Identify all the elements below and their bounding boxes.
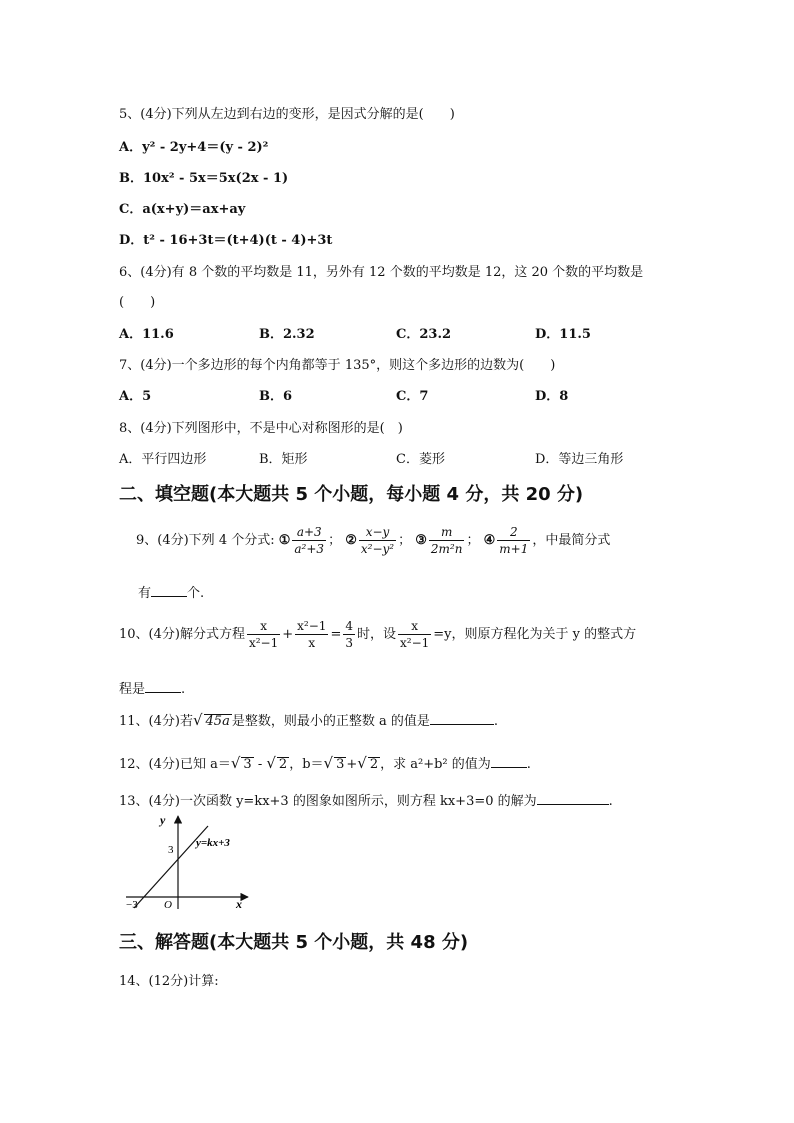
q9-separator: ； [398, 533, 412, 548]
q8-option-c: C．菱形 [396, 452, 445, 467]
q10-f1-numerator: x [247, 618, 280, 635]
q14-stem: 14、(12分)计算: [119, 974, 219, 989]
q10-fraction-4 [398, 618, 431, 651]
q11-prefix: 11、(4分)若 [119, 714, 193, 729]
q10-mid: 时，设 [356, 627, 396, 642]
q13-line [119, 790, 613, 809]
q8-stem: 8、(4分)下列图形中，不是中心对称图形的是( ) [119, 421, 403, 436]
q6-option-a: A．11.6 [119, 327, 174, 342]
q12-plus: + [346, 757, 358, 772]
sqrt-sign-icon: √ [192, 711, 203, 729]
q9-marker-1: ① [278, 533, 291, 548]
q13-end: . [608, 794, 613, 809]
q8-option-a: A．平行四边形 [119, 452, 207, 467]
q12-answer-blank [491, 755, 527, 768]
q10-line2-text: 程是 [119, 682, 146, 697]
q9-line2-end: 个. [187, 586, 205, 601]
q9-f1-numerator: a+3 [292, 524, 326, 541]
linear-function-graph [120, 812, 260, 912]
q9-f2-numerator: x−y [359, 524, 396, 541]
q9-marker-2: ② [345, 533, 357, 548]
q9-f1-denominator: a²+3 [294, 542, 325, 556]
q9-fraction-1 [292, 524, 326, 557]
q6-option-d: D．11.5 [535, 327, 591, 342]
q7-option-d: D．8 [535, 389, 569, 404]
q11-radicand: 45a [205, 714, 230, 729]
q11-answer-blank [430, 712, 494, 725]
q5-option-a: A．y² - 2y+4＝(y - 2)² [119, 140, 269, 155]
y-axis-label: y [160, 813, 166, 827]
q8-option-d: D．等边三角形 [535, 452, 624, 467]
q8-option-b: B．矩形 [259, 452, 308, 467]
q9-suffix: ，中最简分式 [532, 533, 611, 548]
q12-radicand-1: 3 [243, 757, 252, 772]
x-axis-label: x [236, 897, 242, 911]
q12-radicand-4: 2 [369, 757, 379, 772]
q10-line-2: 程是 . [119, 682, 186, 697]
section-3-heading: 三、解答题(本大题共 5 个小题，共 48 分) [119, 932, 469, 953]
q7-stem: 7、(4分)一个多边形的每个内角都等于 135°，则这个多边形的边数为( ) [119, 358, 556, 373]
q12-minus: - [253, 757, 267, 772]
section-2-heading: 二、填空题(本大题共 5 个小题，每小题 4 分，共 20 分) [119, 484, 584, 505]
q7-option-c: C．7 [396, 389, 429, 404]
x-intercept-label: −3 [126, 899, 138, 911]
q5-option-c: C．a(x+y)＝ax+ay [119, 202, 246, 217]
q10-plus: + [282, 627, 294, 642]
sqrt-sign-icon: √ [357, 754, 367, 772]
q9-prefix: 9、(4分)下列 4 个分式: [136, 533, 275, 548]
q10-f3-denominator: 3 [345, 636, 353, 650]
q11-end: . [493, 714, 498, 729]
q13-stem: 13、(4分)一次函数 y=kx+3 的图象如图所示，则方程 kx+3=0 的解为 [119, 794, 537, 809]
q9-f2-denominator: x²−y² [360, 542, 395, 556]
q10-answer-blank [145, 680, 181, 693]
q10-prefix: 10、(4分)解分式方程 [119, 627, 245, 642]
q9-line2-start: 有 [138, 586, 152, 601]
q6-option-c: C．23.2 [396, 327, 452, 342]
y-intercept-label: 3 [168, 844, 174, 856]
q9-line-2 [138, 582, 204, 601]
q6-option-b: B．2.32 [259, 327, 315, 342]
sqrt-sign-icon: √ [230, 754, 241, 772]
q5-option-d: D．t² - 16+3t＝(t+4)(t - 4)+3t [119, 233, 333, 248]
q9-marker-4: ④ [483, 533, 496, 548]
q11-line [119, 710, 498, 729]
q9-f3-numerator: m [429, 524, 465, 541]
q10-f1-denominator: x²−1 [248, 636, 279, 650]
q10-fraction-3 [343, 618, 355, 651]
q9-separator: ； [328, 533, 342, 548]
sqrt-sign-icon: √ [323, 754, 334, 772]
q10-f2-denominator: x [308, 636, 316, 650]
q9-f4-numerator: 2 [497, 524, 530, 541]
q9-answer-blank [151, 584, 187, 597]
q12-mid: ，b＝ [289, 757, 324, 772]
q5-option-b: B．10x² - 5x＝5x(2x - 1) [119, 171, 289, 186]
q12-radicand-3: 3 [336, 757, 345, 772]
q11-suffix: 是整数，则最小的正整数 a 的值是 [231, 714, 430, 729]
q12-end: . [526, 757, 531, 772]
q13-answer-blank [537, 792, 609, 805]
q10-f3-numerator: 4 [345, 619, 353, 633]
origin-label: O [164, 899, 172, 911]
q10-f4-denominator: x²−1 [400, 636, 430, 650]
q10-fraction-1 [247, 618, 280, 651]
function-line-label: y=kx+3 [196, 837, 230, 849]
q12-radicand-2: 2 [278, 757, 288, 772]
q9-fraction-3 [429, 524, 465, 557]
q10-f4-numerator: x [398, 618, 431, 635]
q10-equals: = [330, 627, 342, 642]
q9-fraction-4 [497, 524, 530, 557]
q5-stem: 5、(4分)下列从左边到右边的变形，是因式分解的是( ) [119, 107, 455, 122]
q10-f2-numerator: x²−1 [297, 619, 327, 633]
q9-fraction-2 [359, 524, 396, 557]
q10-suffix: =y，则原方程化为关于 y 的整式方 [433, 627, 637, 642]
q9-f3-denominator: 2m²n [430, 542, 463, 556]
q10-line-1 [119, 618, 636, 651]
q12-suffix: ，求 a²+b² 的值为 [380, 757, 491, 772]
q6-stem: 6、(4分)有 8 个数的平均数是 11，另外有 12 个数的平均数是 12，这 20 个数的平均数是 [119, 265, 644, 280]
q10-fraction-2 [295, 618, 328, 651]
q9-separator: ； [466, 533, 480, 548]
q12-line [119, 753, 531, 772]
q7-option-a: A．5 [119, 389, 152, 404]
q7-option-b: B．6 [259, 389, 293, 404]
q6-paren: ( ) [119, 295, 156, 310]
q9-f4-denominator: m+1 [499, 542, 529, 556]
q9-marker-3: ③ [415, 533, 427, 548]
q12-prefix: 12、(4分)已知 a＝ [119, 757, 231, 772]
sqrt-sign-icon: √ [266, 754, 276, 772]
q9-line-1 [136, 524, 610, 557]
